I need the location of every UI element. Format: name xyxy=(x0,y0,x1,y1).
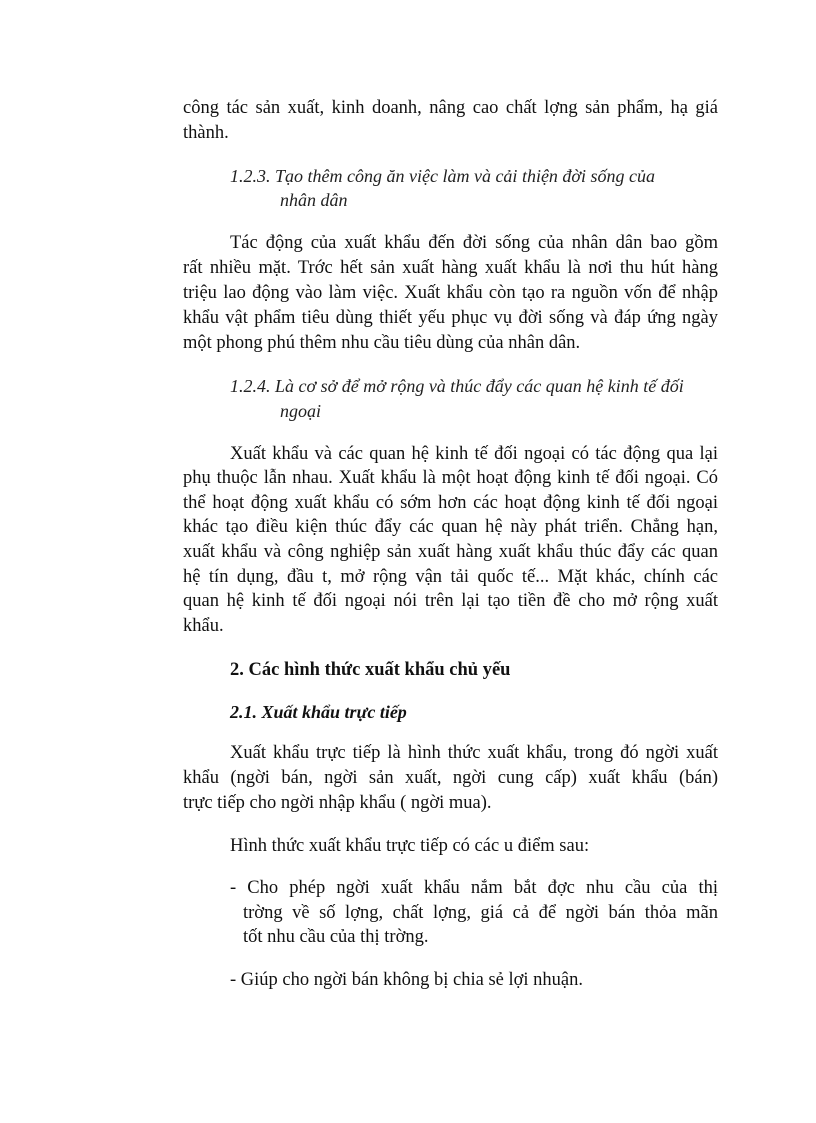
section-heading-1-2-3-cont: nhân dân xyxy=(280,190,348,210)
paragraph-line: xuất khẩu và công nghiệp sản xuất hàng xuất khẩu thúc đẩy các quan xyxy=(183,542,718,562)
paragraph-line: Xuất khẩu trực tiếp là hình thức xuất khẩu, trong đó ngời xuất xyxy=(230,743,718,763)
paragraph-line: thể hoạt động xuất khẩu có sớm hơn các hoạt động kinh tế đối ngoại xyxy=(183,493,718,513)
section-heading-2-1: 2.1. Xuất khẩu trực tiếp xyxy=(230,702,407,722)
paragraph-line: rất nhiều mặt. Trớc hết sản xuất hàng xuất khẩu là nơi thu hút hàng xyxy=(183,258,718,278)
section-heading-1-2-4-cont: ngoại xyxy=(280,401,322,421)
bullet-item: - Cho phép ngời xuất khẩu nắm bắt đợc nhu cầu của thị xyxy=(230,878,718,898)
bullet-item-cont: tốt nhu cầu của thị trờng. xyxy=(243,927,429,947)
paragraph-line: thành. xyxy=(183,123,229,143)
paragraph-line: một phong phú thêm nhu cầu tiêu dùng của nhân dân. xyxy=(183,333,581,353)
bullet-item: - Giúp cho ngời bán không bị chia sẻ lợi nhuận. xyxy=(230,970,584,990)
paragraph-line: khẩu (ngời bán, ngời sản xuất, ngời cung cấp) xuất khẩu (bán) xyxy=(183,768,718,788)
paragraph-line: khác tạo điều kiện thúc đẩy các quan hệ này phát triển. Chẳng hạn, xyxy=(183,517,718,537)
paragraph-line: Xuất khẩu và các quan hệ kinh tế đối ngoại có tác động qua lại xyxy=(230,444,718,464)
bullet-item-cont: trờng về số lợng, chất lợng, giá cả để ngời bán thỏa mãn xyxy=(243,903,718,923)
section-heading-1-2-4: 1.2.4. Là cơ sở để mở rộng và thúc đẩy các quan hệ kinh tế đối xyxy=(230,376,684,396)
paragraph-line: khẩu vật phẩm tiêu dùng thiết yếu phục vụ đời sống và đáp ứng ngày xyxy=(183,308,718,328)
paragraph-line: quan hệ kinh tế đối ngoại nói trên lại tạo tiền đề cho mở rộng xuất xyxy=(183,591,718,611)
paragraph-line: hệ tín dụng, đầu t, mở rộng vận tải quốc tế... Mặt khác, chính các xyxy=(183,567,718,587)
paragraph-line: công tác sản xuất, kinh doanh, nâng cao chất lợng sản phẩm, hạ giá xyxy=(183,98,718,118)
paragraph-line: khẩu. xyxy=(183,616,224,636)
paragraph-line: triệu lao động vào làm việc. Xuất khẩu còn tạo ra nguồn vốn để nhập xyxy=(183,283,718,303)
paragraph-line: Hình thức xuất khẩu trực tiếp có các u điểm sau: xyxy=(230,836,590,856)
section-heading-1-2-3: 1.2.3. Tạo thêm công ăn việc làm và cải thiện đời sống của xyxy=(230,166,656,186)
paragraph-line: trực tiếp cho ngời nhập khẩu ( ngời mua). xyxy=(183,793,492,813)
section-heading-2: 2. Các hình thức xuất khẩu chủ yếu xyxy=(230,660,511,680)
paragraph-line: phụ thuộc lẫn nhau. Xuất khẩu là một hoạt động kinh tế đối ngoại. Có xyxy=(183,468,718,488)
paragraph-line: Tác động của xuất khẩu đến đời sống của nhân dân bao gồm xyxy=(230,233,718,253)
